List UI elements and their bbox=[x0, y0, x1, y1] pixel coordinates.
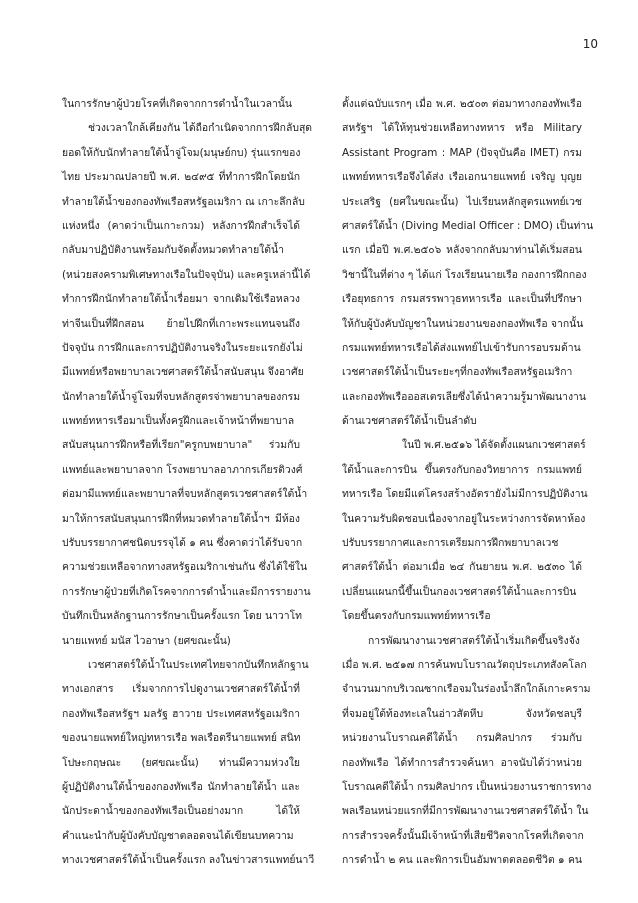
text-line: นักทำลายใต้น้ำจู่โจมที่จบหลักสูตรจ่าพยาบาลของกรม bbox=[62, 390, 301, 403]
text-line: กองทัพเรือ ได้ทำการสำรวจค้นหา อาจนับได้ว่าหน่วย bbox=[342, 756, 582, 769]
text-line: การสำรวจครั้งนั้นมีเจ้าหน้าที่เสียชีวิตจากโรคที่เกิดจาก bbox=[342, 829, 584, 842]
text-line: (หน่วยสงครามพิเศษทางเรือในปัจจุบัน) และครูเหล่านี้ได้ bbox=[62, 268, 311, 281]
text-line: ทำการฝึกนักทำลายใต้น้ำเรื่อยมา จากเดิมใช้เรือหลวง bbox=[62, 293, 300, 306]
text-line: แรก เมื่อปี พ.ศ.๒๕๐๖ หลังจากกลับมาท่านได้เริ่มสอน bbox=[342, 244, 582, 257]
text-line: ทางเวชศาสตร์ใต้น้ำเป็นครั้งแรก ลงในข่าวสารแพทย์นาวี bbox=[62, 854, 315, 867]
text-line: Assistant Program : MAP (ปัจจุบันคือ IMET) กรม bbox=[342, 146, 582, 159]
text-line: ยอดให้กับนักทำลายใต้น้ำจู่โจม(มนุษย์กบ) รุ่นแรกของ bbox=[62, 146, 301, 159]
text-line: ไทย ประมาณปลายปี พ.ศ. ๒๔๙๕ ที่ทำการฝึกโดยนัก bbox=[62, 171, 300, 184]
text-line: ทหารเรือ โดยมีแต่โครงสร้างอัตรายังไม่มีการปฏิบัติงาน bbox=[342, 488, 588, 501]
text-line: ผู้ปฏิบัติงานใต้น้ำของกองทัพเรือ นักทำลายใต้น้ำ และ bbox=[62, 780, 300, 793]
text-line: กองทัพเรือสหรัฐฯ มลรัฐ ฮาวาย ประเทศสหรัฐอเมริกา bbox=[62, 707, 300, 720]
text-line: ปัจจุบัน การฝึกและการปฏิบัติงานจริงในระยะแรกยังไม่ bbox=[62, 341, 303, 354]
text-line: เวชศาสตร์ใต้น้ำเป็นระยะๆที่กองทัพเรือสหรัฐอเมริกา bbox=[342, 366, 573, 379]
text-line: ให้กับผู้บังคับบัญชาในหน่วยงานของกองทัพเรือ จากนั้น bbox=[342, 317, 584, 330]
text-line: ที่จมอยู่ใต้ท้องทะเลในอ่าวสัตหีบ จังหวัดชลบุรี bbox=[342, 707, 582, 720]
text-line: ท่าจีนเป็นที่ฝึกสอน ย้ายไปฝึกที่เกาะพระแทนจนถึง bbox=[62, 317, 300, 330]
text-line: เปลี่ยนแผนกนี้ขึ้นเป็นกองเวชศาสตร์ใต้น้ำและการบิน bbox=[342, 585, 577, 598]
text-line: วิชานี้ในที่ต่าง ๆ ได้แก่ โรงเรียนนายเรือ กองการฝึกกอง bbox=[342, 268, 587, 281]
text-line: นักประดาน้ำของกองทัพเรือเป็นอย่างมาก ได้ให้ bbox=[62, 805, 300, 818]
text-line: ความช่วยเหลือจากทางสหรัฐอเมริกาเช่นกัน ซึ่งได้ใช้ใน bbox=[62, 561, 308, 574]
text-line: การรักษาผู้ป่วยที่เกิดโรคจากการดำน้ำและมีการรายงาน bbox=[62, 585, 311, 598]
text-line: กรมแพทย์ทหารเรือได้ส่งแพทย์ไปเข้ารับการอบรมด้าน bbox=[342, 341, 581, 354]
text-line: ศาสตร์ใต้น้ำ (Diving Medial Officer : DMO) เป็นท่าน bbox=[342, 219, 594, 232]
text-line: ทางเอกสาร เริ่มจากการไปดูงานเวชศาสตร์ใต้น้ำที่ bbox=[62, 683, 300, 696]
text-line: ในการรักษาผู้ป่วยโรคที่เกิดจากการดำน้ำในเวลานั้น bbox=[62, 98, 293, 110]
text-line: ช่วงเวลาใกล้เคียงกัน ได้ถือกำเนิดจากการฝึกลับสุด bbox=[88, 122, 313, 135]
text-line: ทำลายใต้น้ำของกองทัพเรือสหรัฐอเมริกา ณ เกาะลึกลับ bbox=[62, 195, 305, 208]
text-line: ต่อมามีแพทย์และพยาบาลที่จบหลักสูตรเวชศาสตร์ใต้น้ำ bbox=[62, 488, 308, 501]
text-line: ของนายแพทย์ใหญ่ทหารเรือ พลเรือตรีนายแพทย์ สนิท bbox=[62, 732, 301, 745]
text-line: มาให้การสนับสนุนการฝึกที่หมวดทำลายใต้น้ำฯ มีห้อง bbox=[62, 512, 300, 525]
text-line: เวชศาสตร์ใต้น้ำในประเทศไทยจากบันทึกหลักฐาน bbox=[88, 658, 309, 671]
text-line: นายแพทย์ มนัส ไวอาษา (ยศขณะนั้น) bbox=[62, 634, 231, 647]
text-line: โดยขึ้นตรงกับกรมแพทย์ทหารเรือ bbox=[342, 610, 491, 623]
text-line: ปรับบรรยากาศชนิดบรรจุได้ ๑ คน ซึ่งคาดว่าได้รับจาก bbox=[62, 537, 303, 550]
page-number: 10 bbox=[582, 37, 598, 51]
text-line: ในความรับผิดชอบเนื่องจากอยู่ในระหว่างการจัดหาห้อง bbox=[342, 512, 586, 525]
text-line: การดำน้ำ ๒ คน และพิการเป็นอัมพาตตลอดชีวิต ๑ คน bbox=[342, 854, 583, 867]
text-line: และกองทัพเรือออสเตรเลียซึ่งได้นำความรู้มาพัฒนางาน bbox=[342, 390, 586, 403]
text-line: โปษะกฤษณะ (ยศขณะนั้น) ท่านมีความห่วงใย bbox=[62, 756, 300, 769]
text-line: กลับมาปฏิบัติงานพร้อมกับจัดตั้งหมวดทำลายใต้น้ำ bbox=[62, 244, 284, 257]
text-line: จำนวนมากบริเวณซากเรือจมในร่องน้ำลึกใกล้เกาะคราม bbox=[342, 683, 591, 696]
text-line: เมื่อ พ.ศ. ๒๕๑๗ การค้นพบโบราณวัตถุประเภทสังคโลก bbox=[342, 658, 587, 671]
text-line: เรือยุทธการ กรมสรรพาวุธทหารเรือ และเป็นที่ปรึกษา bbox=[342, 293, 582, 306]
right-column bbox=[342, 92, 594, 873]
text-line: สนับสนุนการฝึกหรือที่เรียก"ครูกบพยาบาล" ร่วมกับ bbox=[62, 439, 300, 452]
text-line: แพทย์และพยาบาลจาก โรงพยาบาลอาภากรเกียรติวงศ์ bbox=[62, 463, 303, 476]
left-column bbox=[62, 92, 315, 873]
text-line: ใต้น้ำและการบิน ขึ้นตรงกับกองวิทยาการ กรมแพทย์ bbox=[342, 463, 582, 476]
text-line: พลเรือนหน่วยแรกที่มีการพัฒนางานเวชศาสตร์ใต้น้ำ ใน bbox=[342, 805, 589, 818]
text-line: ตั้งแต่ฉบับแรกๆ เมื่อ พ.ศ. ๒๕๐๓ ต่อมาทางกองทัพเรือ bbox=[342, 98, 582, 110]
text-line: แห่งหนึ่ง (คาดว่าเป็นเกาะกวม) หลังการฝึกสำเร็จได้ bbox=[62, 219, 300, 232]
text-line: ประเสริฐ (ยศในขณะนั้น) ไปเรียนหลักสูตรแพทย์เวช bbox=[342, 195, 582, 208]
text-line: แพทย์ทหารเรือจึงได้ส่ง เรือเอกนายแพทย์ เจริญ บุญย bbox=[342, 171, 582, 184]
text-line: หน่วยงานโบราณคดีใต้น้ำ กรมศิลปากร ร่วมกับ bbox=[342, 732, 582, 745]
text-line: คำแนะนำกับผู้บังคับบัญชาตลอดจนได้เขียนบทความ bbox=[62, 829, 294, 842]
text-line: สหรัฐฯ ได้ให้ทุนช่วยเหลือทางทหาร หรือ Military bbox=[342, 122, 582, 135]
text-line: มีแพทย์หรือพยาบาลเวชศาสตร์ใต้น้ำสนับสนุน จึงอาศัย bbox=[62, 366, 304, 379]
text-line: ปรับบรรยากาศและการเตรียมการฝึกพยาบาลเวช bbox=[342, 537, 559, 550]
text-line: ศาสตร์ใต้น้ำ ต่อมาเมื่อ ๒๔ กันยายน พ.ศ. ๒๕๓๐ ได้ bbox=[342, 561, 582, 574]
text-line: การพัฒนางานเวชศาสตร์ใต้น้ำเริ่มเกิดขึ้นจริงจัง bbox=[368, 634, 580, 647]
text-line: ในปี พ.ศ.๒๕๑๖ ได้จัดตั้งแผนกเวชศาสตร์ bbox=[402, 439, 586, 452]
text-line: โบราณคดีใต้น้ำ กรมศิลปากร เป็นหน่วยงานราชการทาง bbox=[342, 780, 592, 793]
text-line: บันทึกเป็นหลักฐานการรักษาเป็นครั้งแรก โดย นาวาโท bbox=[62, 610, 303, 623]
text-line: แพทย์ทหารเรือมาเป็นทั้งครูฝึกและเจ้าหน้าที่พยาบาล bbox=[62, 415, 295, 428]
text-line: ด้านเวชศาสตร์ใต้น้ำเป็นลำดับ bbox=[342, 415, 477, 428]
